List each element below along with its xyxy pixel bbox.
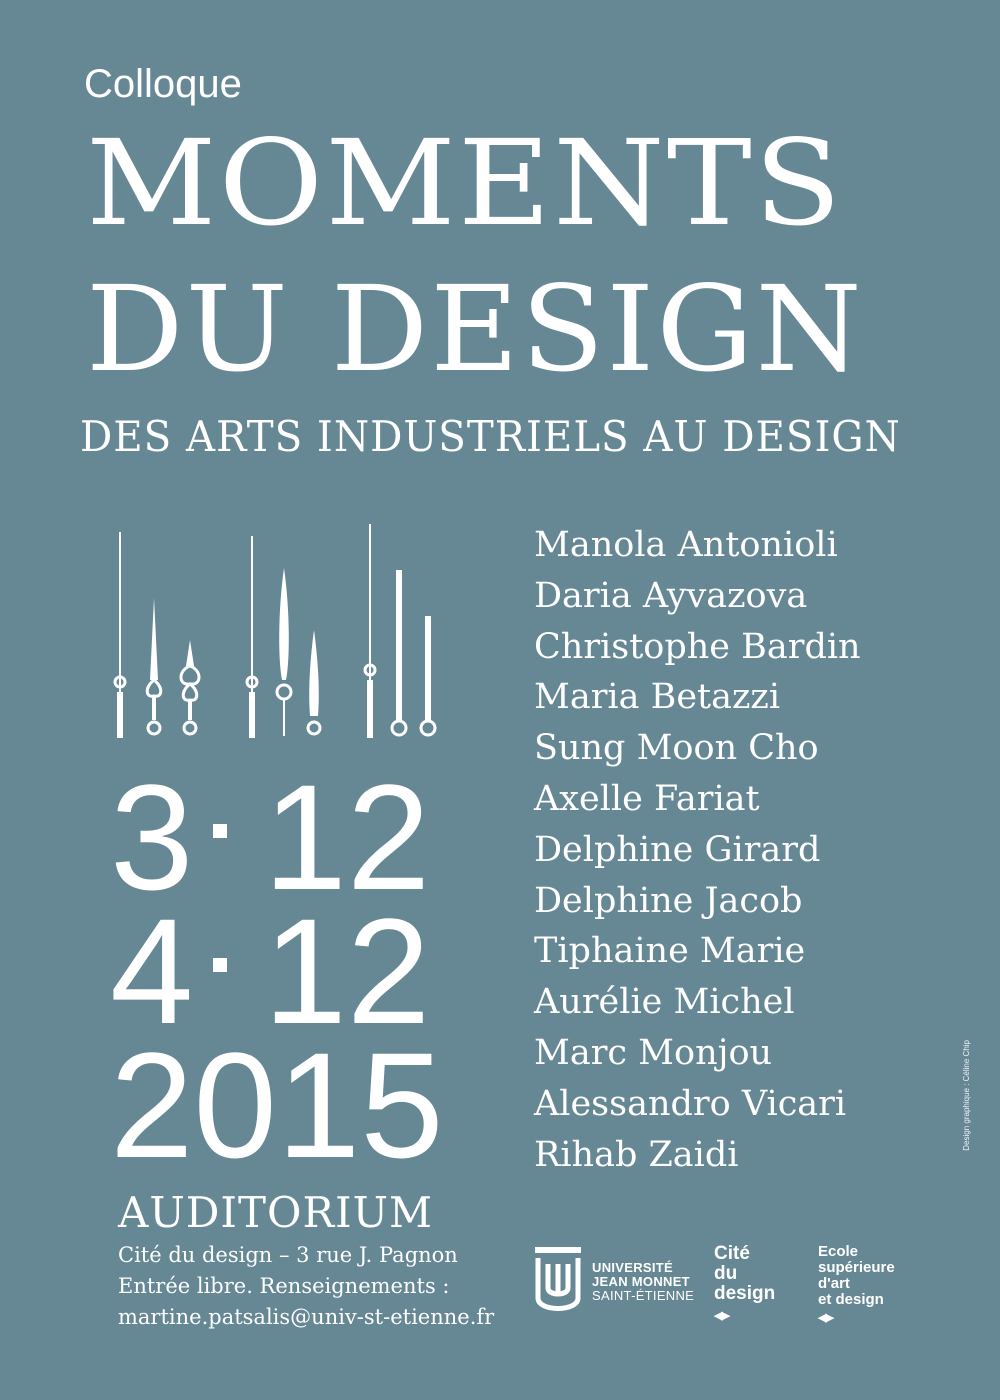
speaker-item: Maria Betazzi — [534, 677, 781, 718]
ujm-logo-icon — [532, 1244, 584, 1320]
speaker-item: Delphine Girard — [534, 829, 821, 870]
speaker-item: Sung Moon Cho — [534, 728, 819, 769]
speaker-item: Daria Ayvazova — [534, 575, 808, 616]
speaker-item: Alessandro Vicari — [534, 1083, 847, 1124]
date-day-2: 4 12 — [110, 887, 431, 1055]
speaker-item: Delphine Jacob — [534, 880, 803, 921]
speaker-item: Rihab Zaidi — [534, 1134, 739, 1175]
speaker-item: Manola Antonioli — [534, 525, 838, 565]
speaker-list — [534, 520, 861, 1180]
speaker-item: Marc Monjou — [534, 1032, 773, 1073]
date-day-1: 3 12 — [110, 753, 431, 921]
venue-address: Cité du design – 3 rue J. Pagnon — [118, 1243, 458, 1267]
double-chevron-icon: ◀▶ — [818, 1312, 833, 1324]
date-separator — [213, 824, 227, 838]
speaker-item: Tiphaine Marie — [534, 931, 806, 972]
speaker-item: Christophe Bardin — [534, 626, 861, 667]
date-year: 2015 — [110, 1021, 444, 1189]
venue-name: AUDITORIUM — [118, 1188, 434, 1237]
ujm-logo — [532, 1244, 694, 1320]
subtitle: DES ARTS INDUSTRIELS AU DESIGN — [80, 412, 901, 461]
speaker-item: Axelle Fariat — [534, 778, 760, 819]
double-chevron-icon: ◀▶ — [714, 1310, 729, 1322]
date-separator — [213, 958, 227, 972]
venue-entry: Entrée libre. Renseignements : — [118, 1274, 450, 1298]
title-line-2: DU DESIGN — [86, 260, 864, 398]
clock-hands-icon — [106, 520, 446, 750]
event-dates — [110, 753, 444, 1189]
ujm-logo-text: UNIVERSITÉ JEAN MONNET SAINT-ÉTIENNE — [592, 1260, 695, 1303]
venue-info — [118, 1240, 494, 1333]
title-line-1: MOMENTS — [86, 114, 844, 252]
design-credit: Design graphique : Céline Chip — [962, 1040, 971, 1151]
esad-logo: Ecole supérieure d'art et design ◀▶ — [818, 1243, 895, 1324]
speaker-item: Aurélie Michel — [534, 982, 795, 1023]
cite-du-design-logo: Cité du design ◀▶ — [714, 1244, 775, 1326]
contact-email[interactable]: martine.patsalis@univ-st-etienne.fr — [118, 1305, 495, 1329]
event-type: Colloque — [84, 62, 242, 106]
